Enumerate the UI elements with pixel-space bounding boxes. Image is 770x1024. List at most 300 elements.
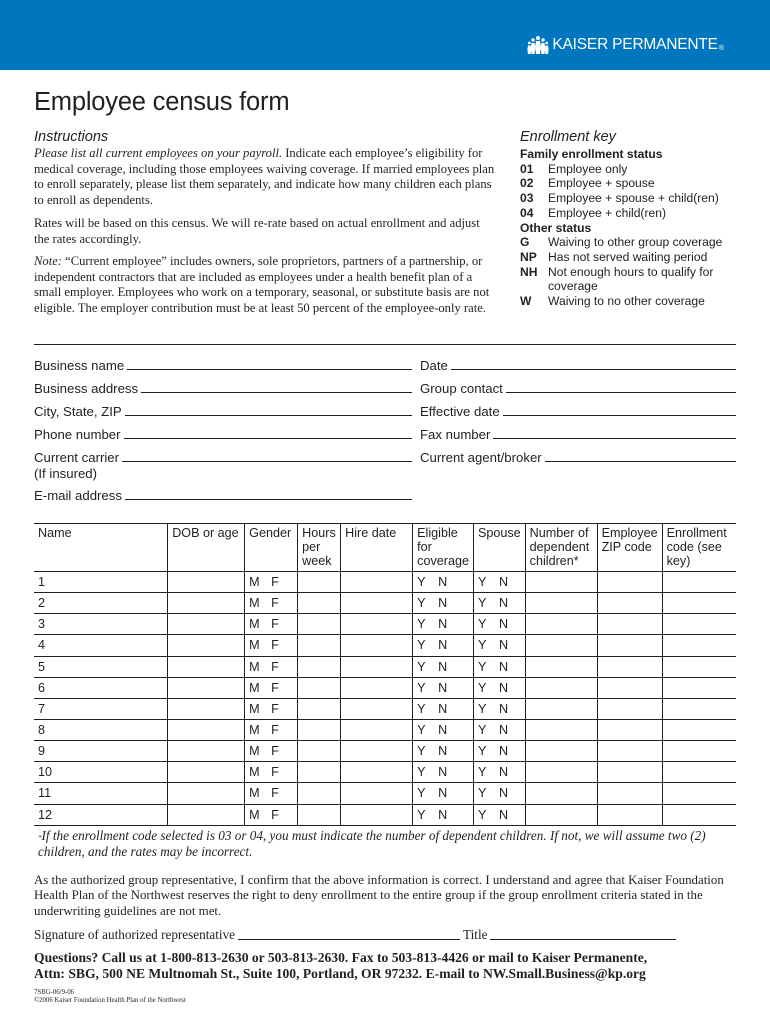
spouse-no-option[interactable]: N (498, 617, 509, 632)
hours-cell[interactable] (298, 719, 341, 740)
row-number: 4 (38, 638, 46, 653)
census-table (34, 523, 736, 826)
key-desc: Not enough hours to qualify for coverage (548, 264, 714, 294)
hours-cell[interactable] (298, 741, 341, 762)
key-row (520, 294, 760, 309)
gender-cell (245, 719, 298, 740)
family-status-heading: Family enrollment status (520, 147, 663, 161)
name-cell[interactable] (34, 783, 168, 804)
dependents-cell[interactable] (525, 698, 597, 719)
eligible-no-option[interactable]: N (438, 723, 448, 738)
gender-f-option[interactable]: F (271, 638, 279, 653)
spouse-no-option[interactable]: N (498, 596, 509, 611)
enrollment-key (520, 147, 760, 309)
spouse-no-option[interactable]: N (498, 723, 509, 738)
row-number: 1 (38, 575, 46, 590)
name-cell[interactable] (34, 593, 168, 614)
spouse-cell (473, 804, 525, 825)
spouse-yes-option[interactable]: Y (477, 617, 487, 632)
enrollment-code-cell[interactable] (662, 593, 736, 614)
gender-cell (245, 698, 298, 719)
table-row (34, 635, 736, 656)
eligible-yes-option[interactable]: Y (417, 617, 426, 632)
key-code: NP (520, 249, 537, 264)
dependents-cell[interactable] (525, 677, 597, 698)
footnote-mark: * (38, 834, 42, 842)
questions-contact (34, 950, 734, 982)
enrollment-code-cell[interactable] (662, 741, 736, 762)
business-name-field[interactable] (34, 358, 412, 373)
eligible-no-option[interactable]: N (438, 617, 448, 632)
key-row (520, 265, 760, 294)
table-row (34, 572, 736, 593)
hours-cell[interactable] (298, 783, 341, 804)
enrollment-code-cell[interactable] (662, 762, 736, 783)
eligible-no-option[interactable]: N (438, 680, 448, 695)
kaiser-logo (527, 35, 724, 55)
registered-mark: ® (718, 44, 724, 52)
eligible-cell (413, 593, 474, 614)
spouse-cell (473, 698, 525, 719)
gender-f-option[interactable]: F (271, 680, 279, 695)
zip-cell[interactable] (597, 698, 662, 719)
dependents-cell[interactable] (525, 719, 597, 740)
instructions-p1-text: Indicate each employee’s eligibility for medical coverage, including those employees waiving coverage. If married employees plan to enroll separately, please list them separately, and indicate how many children each plans to enroll as dependents. (34, 146, 495, 207)
name-cell[interactable] (34, 614, 168, 635)
eligible-cell (413, 741, 474, 762)
page-title: Employee census form (34, 88, 290, 116)
gender-m-option[interactable]: M (249, 680, 260, 695)
hire-date-cell[interactable] (341, 762, 413, 783)
eligible-cell (413, 783, 474, 804)
hire-date-cell[interactable] (341, 783, 413, 804)
dependents-cell[interactable] (525, 614, 597, 635)
gender-f-option[interactable]: F (271, 575, 279, 590)
spouse-yes-option[interactable]: Y (477, 701, 487, 716)
gender-m-option[interactable]: M (249, 786, 260, 801)
spouse-yes-option[interactable]: Y (477, 680, 487, 695)
row-number: 2 (38, 596, 46, 611)
eligible-yes-option[interactable]: Y (417, 575, 426, 590)
spouse-cell (473, 614, 525, 635)
key-desc: Employee only (548, 161, 628, 176)
zip-cell[interactable] (597, 783, 662, 804)
eligible-cell (413, 677, 474, 698)
instructions-lead: Please list all current employees on your payroll. (34, 146, 283, 160)
spouse-cell (473, 762, 525, 783)
gender-m-option[interactable]: M (249, 596, 260, 611)
gender-f-option[interactable]: F (271, 723, 279, 738)
row-number: 7 (38, 701, 46, 716)
dependents-cell[interactable] (525, 783, 597, 804)
email-field[interactable] (34, 488, 412, 503)
table-row (34, 741, 736, 762)
eligible-no-option[interactable]: N (438, 786, 448, 801)
key-code: W (520, 294, 532, 309)
dob-cell[interactable] (168, 719, 245, 740)
row-number: 9 (38, 744, 46, 759)
kaiser-people-icon (527, 35, 549, 55)
hire-date-cell[interactable] (341, 719, 413, 740)
spouse-no-option[interactable]: N (498, 765, 509, 780)
zip-cell[interactable] (597, 635, 662, 656)
table-row (34, 593, 736, 614)
eligible-cell (413, 804, 474, 825)
gender-m-option[interactable]: M (249, 701, 260, 716)
zip-cell[interactable] (597, 572, 662, 593)
spouse-no-option[interactable]: N (498, 680, 509, 695)
note-label: Note: (34, 254, 62, 268)
signature-input[interactable] (238, 939, 460, 940)
table-row (34, 677, 736, 698)
gender-cell (245, 635, 298, 656)
table-row (34, 614, 736, 635)
spouse-cell (473, 741, 525, 762)
table-row (34, 656, 736, 677)
fax-number-input[interactable] (493, 438, 736, 439)
zip-cell[interactable] (597, 804, 662, 825)
date-input[interactable] (451, 369, 736, 370)
hours-cell[interactable] (298, 698, 341, 719)
name-cell[interactable] (34, 741, 168, 762)
key-code: 03 (520, 191, 534, 206)
spouse-yes-option[interactable]: Y (477, 786, 487, 801)
eligible-yes-option[interactable]: Y (417, 680, 426, 695)
dob-cell[interactable] (168, 783, 245, 804)
eligible-no-option[interactable]: N (438, 575, 448, 590)
enrollment-code-cell[interactable] (662, 698, 736, 719)
hours-cell[interactable] (298, 677, 341, 698)
col-header-hire-date: Hire date (341, 524, 413, 572)
name-cell[interactable] (34, 572, 168, 593)
name-cell[interactable] (34, 635, 168, 656)
table-row (34, 762, 736, 783)
table-row (34, 698, 736, 719)
signature-label: Signature of authorized representative (34, 927, 236, 942)
email-label: E-mail address (34, 488, 122, 503)
key-row (520, 206, 760, 221)
dob-cell[interactable] (168, 614, 245, 635)
gender-f-option[interactable]: F (271, 701, 279, 716)
hire-date-cell[interactable] (341, 614, 413, 635)
col-header-eligible: Eligible for coverage (413, 524, 474, 572)
dob-cell[interactable] (168, 656, 245, 677)
questions-line-2: Attn: SBG, 500 NE Multnomah St., Suite 100, Portland, OR 97232. E-mail to NW.Small.Business@kp.org (34, 966, 646, 981)
gender-m-option[interactable]: M (249, 617, 260, 632)
eligible-yes-option[interactable]: Y (417, 659, 426, 674)
zip-cell[interactable] (597, 614, 662, 635)
eligible-yes-option[interactable]: Y (417, 786, 426, 801)
spouse-cell (473, 719, 525, 740)
dependents-cell[interactable] (525, 593, 597, 614)
hire-date-cell[interactable] (341, 804, 413, 825)
dob-cell[interactable] (168, 677, 245, 698)
date-field[interactable] (420, 358, 736, 373)
key-desc: Employee + spouse (548, 176, 655, 191)
table-row (34, 804, 736, 825)
spouse-yes-option[interactable]: Y (477, 638, 487, 653)
eligible-no-option[interactable]: N (438, 701, 448, 716)
email-input[interactable] (125, 499, 412, 500)
key-row (520, 162, 760, 177)
zip-cell[interactable] (597, 719, 662, 740)
eligible-no-option[interactable]: N (438, 596, 448, 611)
copyright: ©2006 Kaiser Foundation Health Plan of the Northwest (34, 997, 186, 1004)
gender-m-option[interactable]: M (249, 723, 260, 738)
hire-date-cell[interactable] (341, 656, 413, 677)
footnote-text: If the enrollment code selected is 03 or 04, you must indicate the number of dependent children. If not, we will assume two (2) children, and the rates may be incorrect. (38, 828, 706, 859)
spouse-no-option[interactable]: N (498, 659, 509, 674)
dependents-cell[interactable] (525, 804, 597, 825)
hours-cell[interactable] (298, 614, 341, 635)
eligible-no-option[interactable]: N (438, 638, 448, 653)
eligible-no-option[interactable]: N (438, 765, 448, 780)
form-code: 7SBG-06/9-06 (34, 989, 75, 996)
key-code: 04 (520, 205, 534, 220)
gender-f-option[interactable]: F (271, 807, 279, 822)
eligible-cell (413, 762, 474, 783)
zip-cell[interactable] (597, 762, 662, 783)
spouse-yes-option[interactable]: Y (477, 575, 487, 590)
gender-f-option[interactable]: F (271, 659, 279, 674)
eligible-yes-option[interactable]: Y (417, 596, 426, 611)
enrollment-code-cell[interactable] (662, 719, 736, 740)
eligible-cell (413, 635, 474, 656)
gender-cell (245, 741, 298, 762)
enrollment-code-cell[interactable] (662, 783, 736, 804)
gender-f-option[interactable]: F (271, 786, 279, 801)
name-cell[interactable] (34, 698, 168, 719)
if-insured-label: (If insured) (34, 466, 98, 481)
col-header-zip: Employee ZIP code (597, 524, 662, 572)
business-address-label: Business address (34, 381, 139, 396)
group-contact-input[interactable] (506, 392, 736, 393)
spouse-yes-option[interactable]: Y (477, 744, 487, 759)
spouse-no-option[interactable]: N (498, 807, 509, 822)
phone-number-label: Phone number (34, 427, 121, 442)
business-address-field[interactable] (34, 381, 412, 396)
gender-f-option[interactable]: F (271, 744, 279, 759)
eligible-no-option[interactable]: N (438, 744, 448, 759)
hours-cell[interactable] (298, 635, 341, 656)
effective-date-label: Effective date (420, 404, 500, 419)
zip-cell[interactable] (597, 677, 662, 698)
row-number: 6 (38, 680, 46, 695)
enrollment-code-cell[interactable] (662, 572, 736, 593)
eligible-no-option[interactable]: N (438, 659, 448, 674)
gender-m-option[interactable]: M (249, 765, 260, 780)
hire-date-cell[interactable] (341, 698, 413, 719)
hire-date-cell[interactable] (341, 677, 413, 698)
instructions-paragraph-3 (34, 254, 496, 316)
dob-cell[interactable] (168, 635, 245, 656)
title-label: Title (463, 927, 488, 942)
gender-cell (245, 614, 298, 635)
enrollment-code-cell[interactable] (662, 635, 736, 656)
enrollment-code-cell[interactable] (662, 804, 736, 825)
phone-number-field[interactable] (34, 427, 412, 442)
gender-f-option[interactable]: F (271, 617, 279, 632)
header-bar (0, 0, 770, 70)
spouse-yes-option[interactable]: Y (477, 596, 487, 611)
col-header-name: Name (34, 524, 168, 572)
eligible-cell (413, 719, 474, 740)
confirmation-statement: As the authorized group representative, I confirm that the above information is correct. I understand and agree that Kaiser Foundation Health Plan of the Northwest reserves the right to deny enrollment to the entire group if the group enrollment criteria stated in the underwriting guidelines are not met. (34, 873, 724, 918)
city-state-zip-label: City, State, ZIP (34, 404, 122, 419)
eligible-no-option[interactable]: N (438, 807, 448, 822)
spouse-no-option[interactable]: N (498, 701, 509, 716)
gender-m-option[interactable]: M (249, 807, 260, 822)
zip-cell[interactable] (597, 593, 662, 614)
col-header-dob: DOB or age (168, 524, 245, 572)
hire-date-cell[interactable] (341, 572, 413, 593)
eligible-yes-option[interactable]: Y (417, 701, 426, 716)
current-agent-input[interactable] (545, 461, 736, 462)
gender-m-option[interactable]: M (249, 575, 260, 590)
group-contact-field[interactable] (420, 381, 736, 396)
dependents-cell[interactable] (525, 762, 597, 783)
eligible-cell (413, 572, 474, 593)
eligible-yes-option[interactable]: Y (417, 744, 426, 759)
spouse-yes-option[interactable]: Y (477, 659, 487, 674)
gender-cell (245, 572, 298, 593)
name-cell[interactable] (34, 677, 168, 698)
row-number: 10 (38, 765, 53, 780)
enrollment-code-cell[interactable] (662, 614, 736, 635)
business-name-label: Business name (34, 358, 125, 373)
gender-cell (245, 593, 298, 614)
spouse-cell (473, 783, 525, 804)
dob-cell[interactable] (168, 593, 245, 614)
key-code: 01 (520, 161, 534, 176)
col-header-enrollment-code: Enrollment code (see key) (662, 524, 736, 572)
dependents-cell[interactable] (525, 741, 597, 762)
fax-number-label: Fax number (420, 427, 491, 442)
key-row (520, 250, 760, 265)
gender-m-option[interactable]: M (249, 659, 260, 674)
effective-date-field[interactable] (420, 404, 736, 419)
zip-cell[interactable] (597, 741, 662, 762)
hours-cell[interactable] (298, 572, 341, 593)
business-address-input[interactable] (141, 392, 412, 393)
hire-date-cell[interactable] (341, 741, 413, 762)
dependents-cell[interactable] (525, 635, 597, 656)
business-name-input[interactable] (127, 369, 412, 370)
dob-cell[interactable] (168, 804, 245, 825)
hours-cell[interactable] (298, 593, 341, 614)
signature-row (34, 927, 679, 943)
key-code: G (520, 235, 530, 250)
eligible-yes-option[interactable]: Y (417, 765, 426, 780)
current-agent-field[interactable] (420, 450, 736, 465)
key-code: 02 (520, 176, 534, 191)
name-cell[interactable] (34, 719, 168, 740)
gender-f-option[interactable]: F (271, 596, 279, 611)
effective-date-input[interactable] (503, 415, 736, 416)
current-carrier-field[interactable] (34, 450, 412, 465)
hours-cell[interactable] (298, 804, 341, 825)
instructions-paragraph-2: Rates will be based on this census. We will re-rate based on actual enrollment and adjust the rates accordingly. (34, 216, 480, 246)
table-row (34, 783, 736, 804)
instructions-p3-text: “Current employee” includes owners, sole proprietors, partners of a partnership, or independent contractors that are included as employees under a health benefit plan of a small employer. Employees who work on a temporary, seasonal, or substitute basis are not eligible. The employer contribution must be at least 50 percent of the employee-only rate. (34, 254, 490, 315)
gender-m-option[interactable]: M (249, 638, 260, 653)
gender-cell (245, 656, 298, 677)
phone-number-input[interactable] (124, 438, 412, 439)
title-input[interactable] (490, 939, 676, 940)
spouse-cell (473, 677, 525, 698)
key-row (520, 176, 760, 191)
row-number: 5 (38, 659, 46, 674)
spouse-yes-option[interactable]: Y (477, 765, 487, 780)
spouse-yes-option[interactable]: Y (477, 807, 487, 822)
spouse-cell (473, 635, 525, 656)
current-carrier-label: Current carrier (34, 450, 120, 465)
gender-m-option[interactable]: M (249, 744, 260, 759)
gender-cell (245, 783, 298, 804)
gender-f-option[interactable]: F (271, 765, 279, 780)
city-state-zip-field[interactable] (34, 404, 412, 419)
key-desc: Waiving to other group coverage (548, 235, 723, 250)
questions-line-1: Questions? Call us at 1-800-813-2630 or 503-813-2630. Fax to 503-813-4426 or mail to Kaiser Permanente, (34, 950, 648, 965)
table-row (34, 719, 736, 740)
spouse-no-option[interactable]: N (498, 786, 509, 801)
current-carrier-input[interactable] (122, 461, 412, 462)
enrollment-code-cell[interactable] (662, 656, 736, 677)
dob-cell[interactable] (168, 741, 245, 762)
footnote (38, 828, 738, 860)
eligible-cell (413, 656, 474, 677)
fax-number-field[interactable] (420, 427, 736, 442)
hire-date-cell[interactable] (341, 593, 413, 614)
city-state-zip-input[interactable] (125, 415, 412, 416)
section-divider (34, 344, 736, 345)
dob-cell[interactable] (168, 698, 245, 719)
eligible-yes-option[interactable]: Y (417, 807, 426, 822)
group-contact-label: Group contact (420, 381, 503, 396)
dob-cell[interactable] (168, 572, 245, 593)
other-status-heading: Other status (520, 220, 592, 235)
enrollment-code-cell[interactable] (662, 677, 736, 698)
hire-date-cell[interactable] (341, 635, 413, 656)
name-cell[interactable] (34, 804, 168, 825)
hours-cell[interactable] (298, 762, 341, 783)
eligible-yes-option[interactable]: Y (417, 638, 426, 653)
key-code: NH (520, 264, 538, 279)
name-cell[interactable] (34, 656, 168, 677)
dob-cell[interactable] (168, 762, 245, 783)
spouse-yes-option[interactable]: Y (477, 723, 487, 738)
dependents-cell[interactable] (525, 572, 597, 593)
gender-cell (245, 804, 298, 825)
eligible-yes-option[interactable]: Y (417, 723, 426, 738)
col-header-hours: Hours per week (298, 524, 341, 572)
spouse-no-option[interactable]: N (498, 744, 509, 759)
row-number: 8 (38, 723, 46, 738)
key-desc: Waiving to no other coverage (548, 294, 705, 309)
instructions-heading: Instructions (34, 129, 109, 145)
col-header-gender: Gender (245, 524, 298, 572)
key-desc: Has not served waiting period (548, 249, 708, 264)
spouse-cell (473, 593, 525, 614)
hours-cell[interactable] (298, 656, 341, 677)
instructions-paragraph-1 (34, 146, 496, 208)
dependents-cell[interactable] (525, 656, 597, 677)
spouse-no-option[interactable]: N (498, 575, 509, 590)
spouse-no-option[interactable]: N (498, 638, 509, 653)
zip-cell[interactable] (597, 656, 662, 677)
name-cell[interactable] (34, 762, 168, 783)
key-desc: Employee + child(ren) (548, 205, 666, 220)
